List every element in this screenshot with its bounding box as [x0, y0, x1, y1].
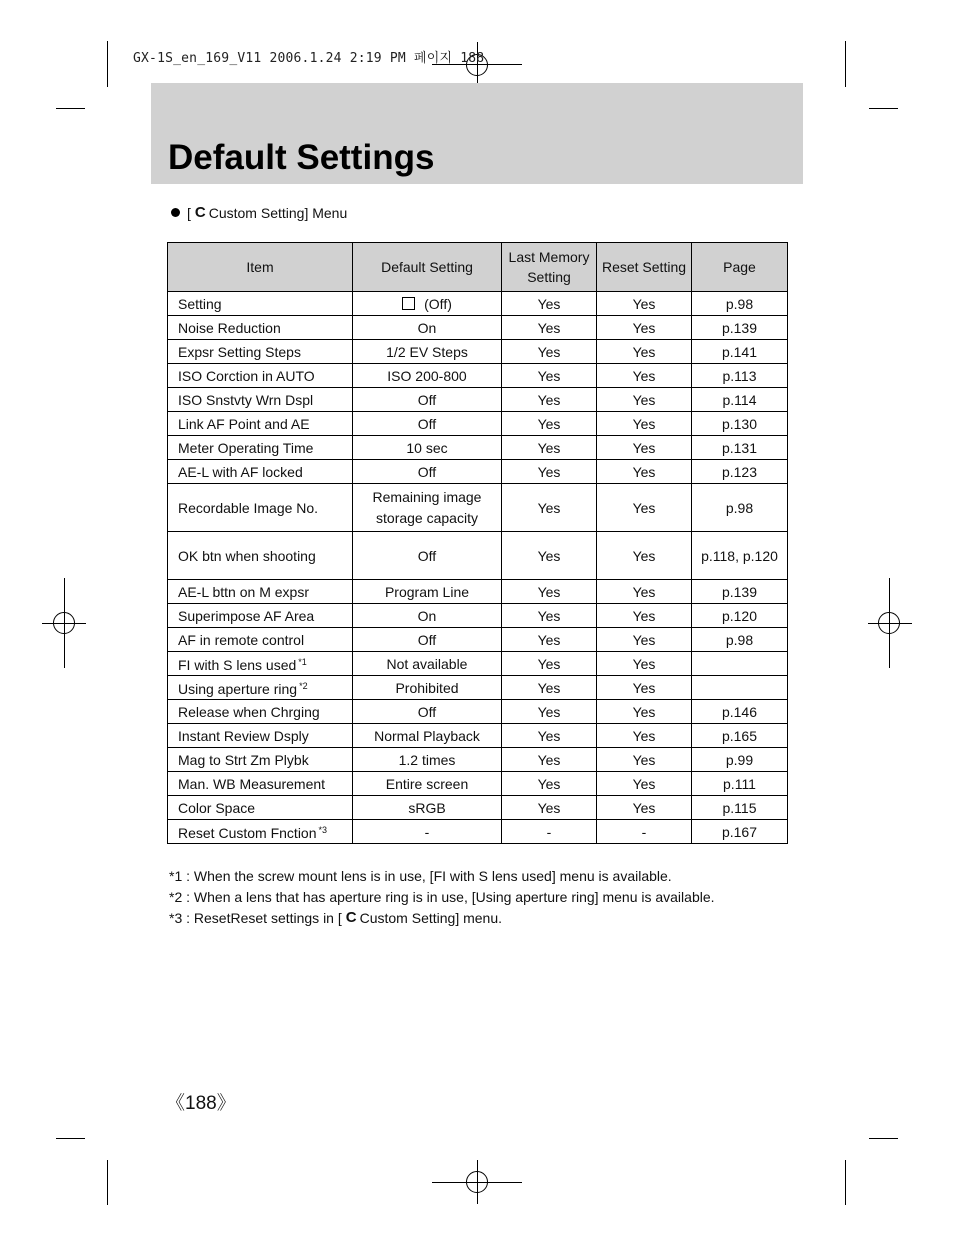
- cell-item: [168, 292, 353, 316]
- cell-last-memory: Yes: [502, 532, 597, 580]
- cell-reset-setting: Yes: [597, 580, 692, 604]
- cell-default-text: Program Line: [384, 583, 470, 600]
- cell-item-text: ISO Corction in AUTO: [178, 367, 315, 384]
- cell-item-text: Recordable Image No.: [178, 499, 319, 516]
- custom-c-icon: C: [194, 204, 206, 221]
- cell-item: [168, 652, 353, 676]
- cell-item: [168, 388, 353, 412]
- footnote-3-suffix: Custom Setting] menu.: [359, 909, 503, 926]
- cell-page: p.98: [692, 292, 788, 316]
- cell-default-text: On: [417, 319, 437, 336]
- cell-item-text: Noise Reduction: [178, 319, 281, 336]
- cell-item-text: FI with S lens used: [178, 657, 297, 673]
- header-page: Page: [692, 243, 788, 292]
- cell-default-text: Off: [417, 703, 437, 720]
- cell-default-text: 10 sec: [406, 439, 448, 456]
- cell-reset-setting: Yes: [597, 652, 692, 676]
- cell-last-memory: Yes: [502, 724, 597, 748]
- cell-last-memory: Yes: [502, 460, 597, 484]
- cell-default-text-line2: storage capacity: [376, 509, 478, 526]
- table-row: [168, 532, 788, 580]
- cell-item: [168, 724, 353, 748]
- cell-default-text: sRGB: [408, 799, 446, 816]
- table-row: [168, 364, 788, 388]
- section-label: Custom Setting] Menu: [208, 204, 348, 221]
- cell-item-text: Man. WB Measurement: [178, 775, 326, 792]
- cell-default-setting: [353, 676, 502, 700]
- cell-last-memory: Yes: [502, 652, 597, 676]
- cell-default-setting: [353, 460, 502, 484]
- cell-page: p.167: [692, 820, 788, 844]
- cell-page: p.165: [692, 724, 788, 748]
- cell-default-setting: [353, 412, 502, 436]
- cell-reset-setting: Yes: [597, 700, 692, 724]
- table-row: [168, 724, 788, 748]
- table-row: [168, 700, 788, 724]
- frame-mode-icon: [402, 297, 415, 310]
- cell-default-text: Not available: [386, 655, 468, 672]
- footnote-marker: *3: [318, 825, 328, 835]
- cell-reset-setting: Yes: [597, 604, 692, 628]
- cell-default-setting: [353, 388, 502, 412]
- cell-default-setting: [353, 748, 502, 772]
- cell-reset-setting: Yes: [597, 484, 692, 532]
- crop-mark: [845, 1160, 846, 1205]
- cell-default-text: Off: [417, 415, 437, 432]
- cell-default-setting: [353, 772, 502, 796]
- crop-mark: [869, 108, 898, 109]
- footnote-2: *2 : When a lens that has aperture ring is in use, [Using aperture ring] menu is available.: [169, 889, 715, 905]
- cell-last-memory: Yes: [502, 796, 597, 820]
- section-heading: [171, 204, 347, 221]
- cell-item-text: Link AF Point and AE: [178, 415, 310, 432]
- table-row: [168, 676, 788, 700]
- cell-default-setting: [353, 436, 502, 460]
- cell-default-text: Off: [417, 463, 437, 480]
- bullet-icon: [171, 208, 180, 217]
- cell-last-memory: Yes: [502, 436, 597, 460]
- footnote-3-prefix: *3 : ResetReset settings in [: [169, 909, 342, 926]
- table-row: [168, 316, 788, 340]
- cell-item-text: Color Space: [178, 799, 256, 816]
- cell-item-text: Instant Review Dsply: [178, 727, 309, 744]
- page-number: 《188》: [166, 1093, 236, 1114]
- cell-item: [168, 676, 353, 700]
- table-body: [168, 292, 788, 844]
- registration-mark-icon: [466, 1171, 488, 1193]
- cell-default-text: Normal Playback: [374, 727, 480, 744]
- table-row: [168, 460, 788, 484]
- cell-last-memory: Yes: [502, 292, 597, 316]
- cell-page: p.146: [692, 700, 788, 724]
- table-row: [168, 748, 788, 772]
- cell-reset-setting: Yes: [597, 364, 692, 388]
- cell-reset-setting: Yes: [597, 460, 692, 484]
- table-row: [168, 604, 788, 628]
- print-header: GX-1S_en_169_V11 2006.1.24 2:19 PM 페이지 188: [133, 51, 485, 66]
- header-item: Item: [168, 243, 353, 292]
- cell-last-memory: Yes: [502, 484, 597, 532]
- table-row: [168, 796, 788, 820]
- cell-item: [168, 412, 353, 436]
- table-row: [168, 484, 788, 532]
- cell-item-text: Superimpose AF Area: [178, 607, 315, 624]
- cell-default-text: Remaining image: [372, 488, 482, 505]
- cell-default-text: -: [424, 823, 430, 840]
- registration-mark-icon: [53, 612, 75, 634]
- cell-reset-setting: Yes: [597, 412, 692, 436]
- table-row: [168, 628, 788, 652]
- cell-page: p.139: [692, 580, 788, 604]
- cell-default-text: Entire screen: [385, 775, 469, 792]
- cell-item-text: Mag to Strt Zm Plybk: [178, 751, 309, 768]
- table-row: [168, 652, 788, 676]
- cell-page: [692, 652, 788, 676]
- registration-mark-icon: [878, 612, 900, 634]
- cell-item-text: AE-L with AF locked: [178, 463, 303, 480]
- header-reset-setting: Reset Setting: [597, 243, 692, 292]
- cell-default-setting: [353, 604, 502, 628]
- cell-reset-setting: Yes: [597, 748, 692, 772]
- cell-item: [168, 340, 353, 364]
- table-header-row: [168, 243, 788, 292]
- cell-page: p.113: [692, 364, 788, 388]
- cell-page: p.98: [692, 484, 788, 532]
- cell-last-memory: Yes: [502, 316, 597, 340]
- cell-last-memory: -: [502, 820, 597, 844]
- crop-mark: [107, 1160, 108, 1205]
- cell-item-text: AF in remote control: [178, 631, 305, 648]
- cell-item-text: OK btn when shooting: [178, 547, 316, 564]
- cell-item: [168, 796, 353, 820]
- cell-item-text: Release when Chrging: [178, 703, 320, 720]
- cell-item: [168, 772, 353, 796]
- footnote-marker: *2: [299, 681, 308, 691]
- cell-item: [168, 316, 353, 340]
- cell-default-setting: [353, 364, 502, 388]
- cell-page: p.141: [692, 340, 788, 364]
- header-last-memory: [502, 243, 597, 292]
- crop-mark: [845, 41, 846, 87]
- cell-default-setting: [353, 820, 502, 844]
- cell-page: p.98: [692, 628, 788, 652]
- page-title: Default Settings: [168, 138, 435, 177]
- header-default-setting: Default Setting: [353, 243, 502, 292]
- cell-last-memory: Yes: [502, 412, 597, 436]
- cell-default-setting: [353, 796, 502, 820]
- cell-default-setting: [353, 580, 502, 604]
- custom-c-icon: C: [345, 909, 357, 926]
- default-settings-table: [167, 242, 788, 844]
- cell-default-text: Off: [417, 631, 437, 648]
- header-last-memory-line2: Setting: [527, 269, 571, 285]
- cell-item: [168, 628, 353, 652]
- cell-item-text: Meter Operating Time: [178, 439, 314, 456]
- cell-default-setting: [353, 724, 502, 748]
- cell-item-text: AE-L bttn on M expsr: [178, 583, 309, 600]
- cell-page: p.123: [692, 460, 788, 484]
- cell-item-text: Reset Custom Fnction: [178, 825, 317, 841]
- cell-page: p.115: [692, 796, 788, 820]
- cell-page: p.118, p.120: [692, 532, 788, 580]
- cell-page: [692, 676, 788, 700]
- cell-last-memory: Yes: [502, 676, 597, 700]
- cell-reset-setting: Yes: [597, 316, 692, 340]
- cell-reset-setting: Yes: [597, 292, 692, 316]
- cell-reset-setting: Yes: [597, 772, 692, 796]
- cell-item: [168, 604, 353, 628]
- footnote-marker: *1: [298, 657, 307, 667]
- cell-default-text: Prohibited: [395, 679, 459, 696]
- cell-page: p.120: [692, 604, 788, 628]
- cell-last-memory: Yes: [502, 340, 597, 364]
- cell-last-memory: Yes: [502, 604, 597, 628]
- table-row: [168, 388, 788, 412]
- cell-default-text: (Off): [424, 295, 452, 312]
- crop-mark: [56, 1138, 85, 1139]
- table-row: [168, 292, 788, 316]
- footnote-3: [169, 909, 502, 926]
- cell-page: p.130: [692, 412, 788, 436]
- crop-mark: [56, 108, 85, 109]
- cell-default-setting: [353, 628, 502, 652]
- cell-default-text: ISO 200-800: [387, 367, 467, 384]
- table-row: [168, 340, 788, 364]
- cell-reset-setting: Yes: [597, 436, 692, 460]
- cell-reset-setting: Yes: [597, 388, 692, 412]
- cell-item: [168, 580, 353, 604]
- cell-item-text: Using aperture ring: [178, 681, 298, 697]
- cell-last-memory: Yes: [502, 700, 597, 724]
- cell-default-text: On: [417, 607, 437, 624]
- cell-item: [168, 532, 353, 580]
- crop-mark: [107, 41, 108, 87]
- cell-item: [168, 820, 353, 844]
- crop-mark: [869, 1138, 898, 1139]
- cell-default-setting: [353, 652, 502, 676]
- table-row: [168, 412, 788, 436]
- cell-item-text: Expsr Setting Steps: [178, 343, 301, 360]
- cell-default-setting: [353, 700, 502, 724]
- cell-reset-setting: Yes: [597, 724, 692, 748]
- cell-item: [168, 748, 353, 772]
- cell-reset-setting: Yes: [597, 532, 692, 580]
- cell-item: [168, 364, 353, 388]
- cell-last-memory: Yes: [502, 628, 597, 652]
- cell-reset-setting: -: [597, 820, 692, 844]
- cell-default-text: Off: [417, 547, 437, 564]
- cell-default-text: 1.2 times: [398, 751, 456, 768]
- cell-default-setting: [353, 532, 502, 580]
- cell-item-text: ISO Snstvty Wrn Dspl: [178, 391, 314, 408]
- cell-reset-setting: Yes: [597, 796, 692, 820]
- cell-default-setting: [353, 292, 502, 316]
- cell-reset-setting: Yes: [597, 340, 692, 364]
- cell-page: p.131: [692, 436, 788, 460]
- cell-default-setting: [353, 340, 502, 364]
- cell-default-text: Off: [417, 391, 437, 408]
- cell-last-memory: Yes: [502, 580, 597, 604]
- cell-default-text: 1/2 EV Steps: [386, 343, 468, 360]
- table-row: [168, 820, 788, 844]
- cell-item: [168, 436, 353, 460]
- cell-item: [168, 460, 353, 484]
- cell-last-memory: Yes: [502, 772, 597, 796]
- cell-last-memory: Yes: [502, 748, 597, 772]
- cell-page: p.139: [692, 316, 788, 340]
- footnote-1: *1 : When the screw mount lens is in use, [FI with S lens used] menu is available.: [169, 868, 672, 884]
- cell-reset-setting: Yes: [597, 628, 692, 652]
- cell-item: [168, 700, 353, 724]
- cell-page: p.99: [692, 748, 788, 772]
- cell-last-memory: Yes: [502, 388, 597, 412]
- cell-page: p.114: [692, 388, 788, 412]
- cell-default-setting: [353, 484, 502, 532]
- cell-last-memory: Yes: [502, 364, 597, 388]
- header-last-memory-line1: Last Memory: [508, 249, 590, 265]
- cell-default-setting: [353, 316, 502, 340]
- cell-item: [168, 484, 353, 532]
- cell-page: p.111: [692, 772, 788, 796]
- table-row: [168, 772, 788, 796]
- cell-item-text: Setting: [178, 295, 222, 312]
- table-row: [168, 580, 788, 604]
- table-row: [168, 436, 788, 460]
- cell-reset-setting: Yes: [597, 676, 692, 700]
- section-bracket: [: [187, 204, 191, 221]
